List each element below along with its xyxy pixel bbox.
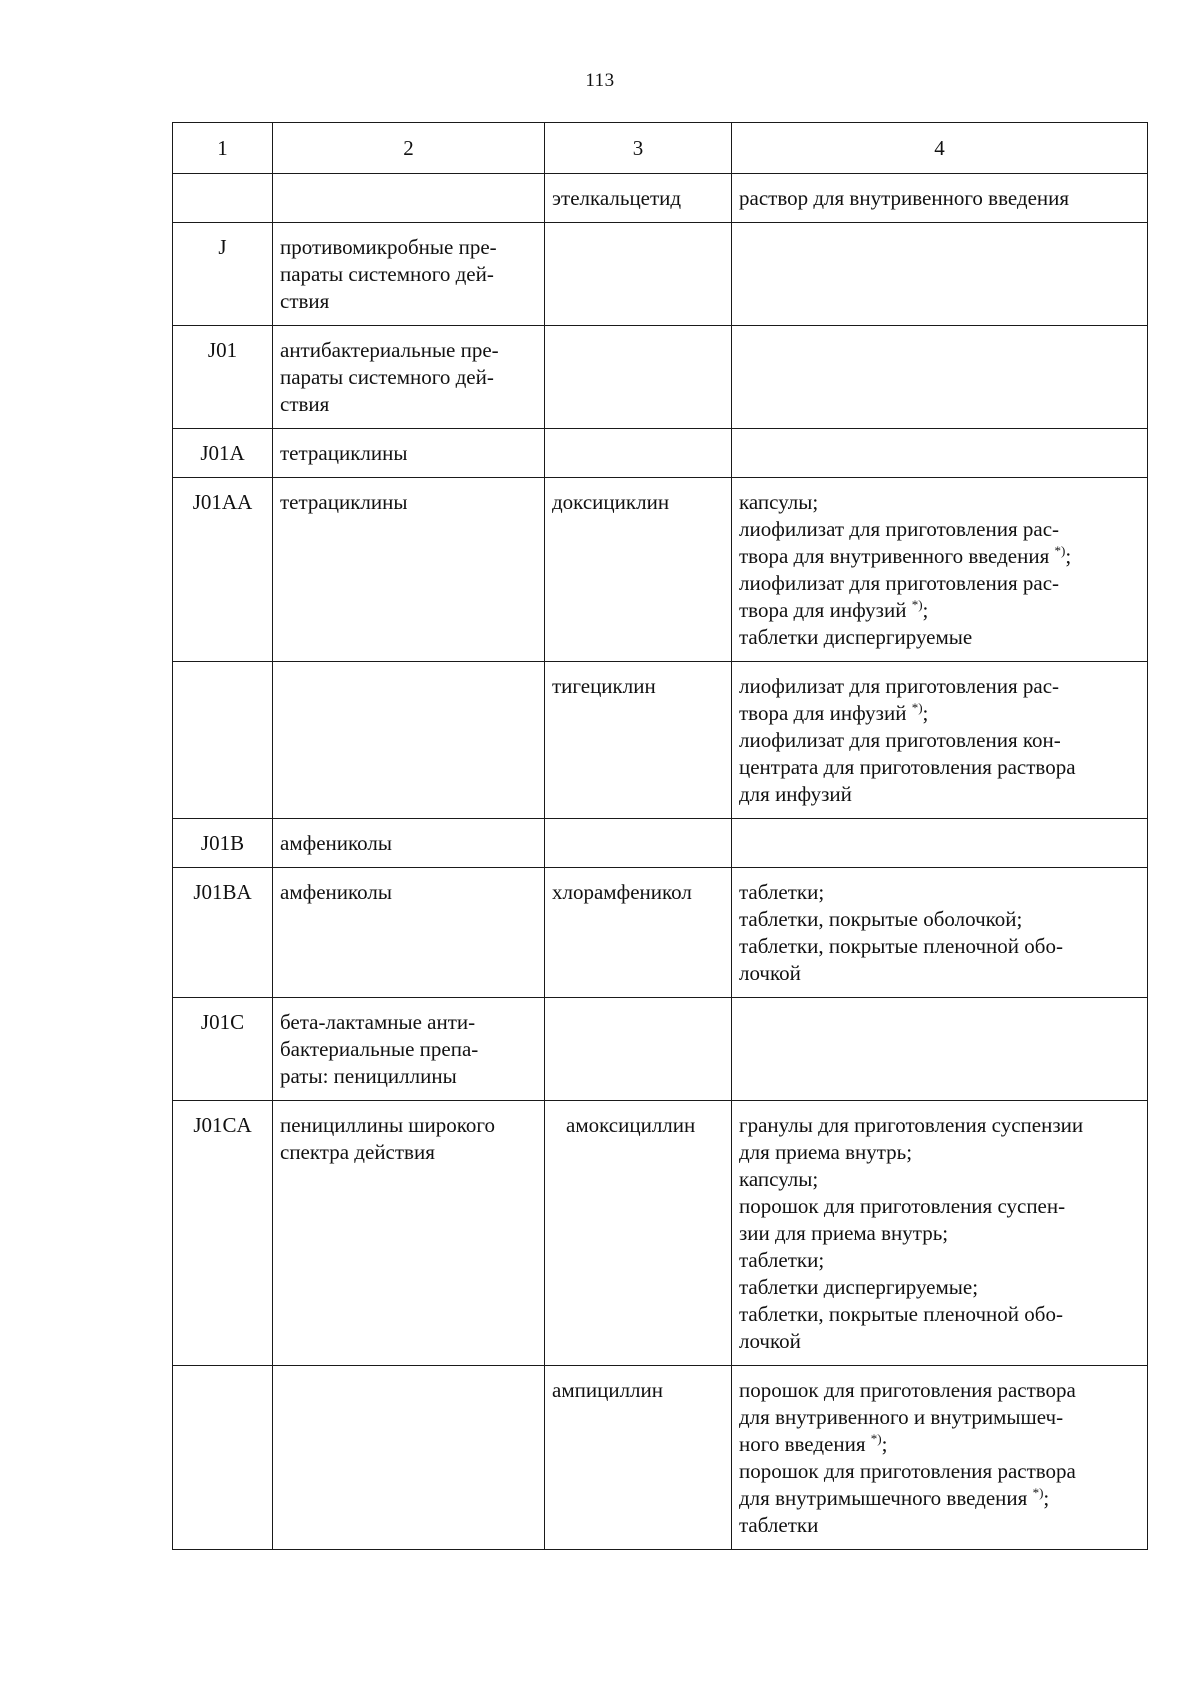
dosage-form-line: таблетки; [739,880,825,904]
group-name-cell: тетрациклины [273,429,545,478]
group-name-cell: тетрациклины [273,478,545,662]
inn-name: ампициллин [552,1378,663,1402]
group-name-cell [273,174,545,223]
atc-code-cell [173,174,273,223]
group-name-cell: пенициллины широкого спектра действия [273,1101,545,1366]
dosage-forms-cell [732,1101,1148,1366]
dosage-form-line: порошок для приготовления раствора [739,1459,1076,1483]
dosage-form-line: таблетки диспергируемые; [739,1275,979,1299]
dosage-forms-cell [732,478,1148,662]
dosage-form-line: таблетки [739,1513,819,1537]
dosage-form-line: таблетки диспергируемые [739,625,973,649]
dosage-form-line: порошок для приготовления суспен- [739,1194,1066,1218]
table-row [173,868,1148,998]
inn-cell [545,174,732,223]
table-header-row [173,123,1148,174]
dosage-forms-cell [732,662,1148,819]
dosage-form-line: для инфузий [739,782,852,806]
dosage-forms-cell [732,868,1148,998]
dosage-form-line: твора для инфузий *); [739,700,929,725]
dosage-form-line: лиофилизат для приготовления рас- [739,517,1060,541]
inn-cell [545,868,732,998]
dosage-forms-cell [732,326,1148,429]
header-cell-1: 1 [173,123,273,174]
dosage-form-line: таблетки, покрытые пленочной обо- [739,1302,1063,1326]
dosage-forms-cell [732,429,1148,478]
atc-code-cell: J01B [173,819,273,868]
table-row [173,819,1148,868]
inn-name: тигециклин [552,674,656,698]
atc-code-cell: J01BA [173,868,273,998]
inn-name: амоксициллин [566,1113,696,1137]
dosage-form-line: порошок для приготовления раствора [739,1378,1076,1402]
dosage-form-line: капсулы; [739,490,819,514]
inn-name: хлорамфеникол [552,880,692,904]
dosage-form-line: для внутривенного и внутримышеч- [739,1405,1064,1429]
inn-cell [545,662,732,819]
table-row [173,326,1148,429]
header-cell-2: 2 [273,123,545,174]
atc-code-cell: J01C [173,998,273,1101]
dosage-forms-cell [732,1366,1148,1550]
dosage-form-line: лиофилизат для приготовления рас- [739,571,1060,595]
table-row [173,1366,1148,1550]
dosage-form-line: твора для внутривенного введения *); [739,543,1072,568]
header-cell-4: 4 [732,123,1148,174]
dosage-form-line: лочкой [739,1329,801,1353]
atc-code-cell [173,662,273,819]
inn-cell [545,998,732,1101]
atc-code-cell [173,1366,273,1550]
dosage-form-line: таблетки, покрытые пленочной обо- [739,934,1063,958]
atc-code-cell: J01AA [173,478,273,662]
table-row [173,662,1148,819]
drug-table [172,122,1148,1550]
dosage-form-line: лиофилизат для приготовления рас- [739,674,1060,698]
page-number: 113 [585,70,615,91]
dosage-forms-cell [732,998,1148,1101]
dosage-form-line: для приема внутрь; [739,1140,913,1164]
dosage-form-line: гранулы для приготовления суспензии [739,1113,1084,1137]
atc-code-cell: J [173,223,273,326]
inn-name: этелкальцетид [552,186,682,210]
atc-code-cell: J01CA [173,1101,273,1366]
group-name-cell: бета-лактамные анти- бактериальные препа- раты: пенициллины [273,998,545,1101]
table-row [173,223,1148,326]
atc-code-cell: J01A [173,429,273,478]
table-row [173,1101,1148,1366]
dosage-form-line: раствор для внутривенного введения [739,186,1070,210]
group-name-cell [273,1366,545,1550]
dosage-form-line: лиофилизат для приготовления кон- [739,728,1061,752]
dosage-forms-cell [732,174,1148,223]
table-body [173,123,1148,1550]
inn-cell [545,326,732,429]
group-name-cell: антибактериальные пре- параты системного дей- ствия [273,326,545,429]
group-name-cell: амфениколы [273,819,545,868]
group-name-cell [273,662,545,819]
dosage-forms-cell [732,223,1148,326]
inn-cell [545,819,732,868]
group-name-cell: амфениколы [273,868,545,998]
dosage-form-line: ного введения *); [739,1431,888,1456]
dosage-form-line: для внутримышечного введения *); [739,1485,1050,1510]
dosage-form-line: таблетки; [739,1248,825,1272]
table-row [173,478,1148,662]
dosage-form-line: лочкой [739,961,801,985]
inn-cell [545,223,732,326]
dosage-form-line: твора для инфузий *); [739,597,929,622]
inn-cell [545,429,732,478]
table-row [173,998,1148,1101]
atc-code-cell: J01 [173,326,273,429]
header-cell-3: 3 [545,123,732,174]
table-row [173,429,1148,478]
dosage-form-line: таблетки, покрытые оболочкой; [739,907,1023,931]
dosage-form-line: центрата для приготовления раствора [739,755,1076,779]
dosage-forms-cell [732,819,1148,868]
inn-cell [545,478,732,662]
dosage-form-line: капсулы; [739,1167,819,1191]
inn-name: доксициклин [552,490,670,514]
table-row [173,174,1148,223]
inn-cell [545,1101,732,1366]
inn-cell [545,1366,732,1550]
group-name-cell: противомикробные пре- параты системного дей- ствия [273,223,545,326]
dosage-form-line: зии для приема внутрь; [739,1221,949,1245]
